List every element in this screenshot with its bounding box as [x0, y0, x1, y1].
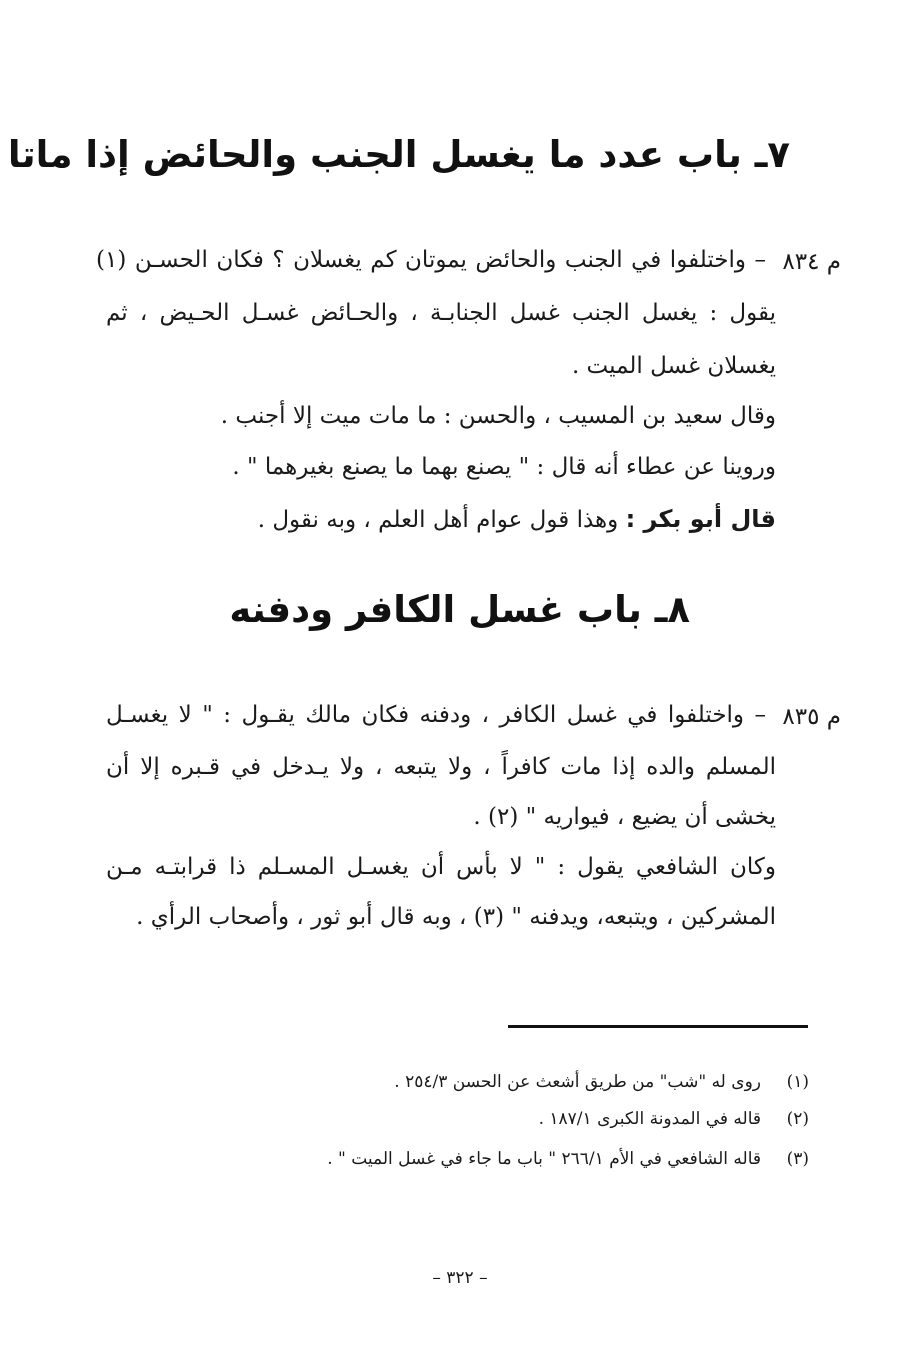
paragraph-835-line-2: المسلم والده إذا مات كافراً ، ولا يتبعه ، ولا يـدخل في قـبره إلا أن	[106, 754, 776, 780]
footnote-separator	[508, 1025, 808, 1028]
footnote-1-text: روى له "شب" من طريق أشعث عن الحسن ٢٥٤/٣ .	[394, 1072, 761, 1092]
paragraph-834-line-5: وروينا عن عطاء أنه قال : " يصنع بهما ما يصنع بغيرهما " .	[232, 454, 776, 480]
footnote-3-number: (٣)	[786, 1149, 809, 1169]
paragraph-834-line-1: – واختلفوا في الجنب والحائض يموتان كم يغسلان ؟ فكان الحسـن (١)	[96, 247, 766, 273]
paragraph-marker-835: م ٨٣٥	[782, 704, 841, 730]
paragraph-834-line-6	[258, 502, 776, 537]
footnote-2-text: قاله في المدونة الكبرى ١٨٧/١ .	[538, 1109, 761, 1129]
footnote-3-text: قاله الشافعي في الأم ٢٦٦/١ " باب ما جاء في غسل الميت " .	[327, 1149, 761, 1169]
paragraph-834-line-4: وقال سعيد بن المسيب ، والحسن : ما مات ميت إلا أجنب .	[220, 403, 776, 429]
paragraph-835-line-3: يخشى أن يضيع ، فيواريه " (٢) .	[473, 804, 776, 830]
author-statement: وهذا قول عوام أهل العلم ، وبه نقول .	[257, 507, 619, 533]
paragraph-834-line-3: يغسلان غسل الميت .	[571, 353, 776, 379]
chapter-heading-8: ٨ـ باب غسل الكافر ودفنه	[229, 588, 690, 631]
paragraph-marker-834: م ٨٣٤	[782, 249, 841, 275]
page-number: – ٣٢٢ –	[432, 1268, 488, 1288]
author-label: قال أبو بكر :	[625, 505, 776, 533]
chapter-heading-7: ٧ـ باب عدد ما يغسل الجنب والحائض إذا ماتا	[7, 133, 790, 176]
paragraph-835-line-5: المشركين ، ويتبعه، ويدفنه " (٣) ، وبه قال أبو ثور ، وأصحاب الرأي .	[136, 904, 776, 930]
paragraph-834-line-2: يقول : يغسل الجنب غسل الجنابـة ، والحـائض غسـل الحـيض ، ثم	[106, 300, 776, 326]
footnote-1-number: (١)	[786, 1072, 809, 1092]
footnote-2-number: (٢)	[786, 1109, 809, 1129]
paragraph-835-line-1: – واختلفوا في غسل الكافر ، ودفنه فكان مالك يقـول : " لا يغسـل	[106, 702, 766, 728]
paragraph-835-line-4: وكان الشافعي يقول : " لا بأس أن يغسـل المسـلم ذا قرابتـه مـن	[106, 854, 776, 880]
